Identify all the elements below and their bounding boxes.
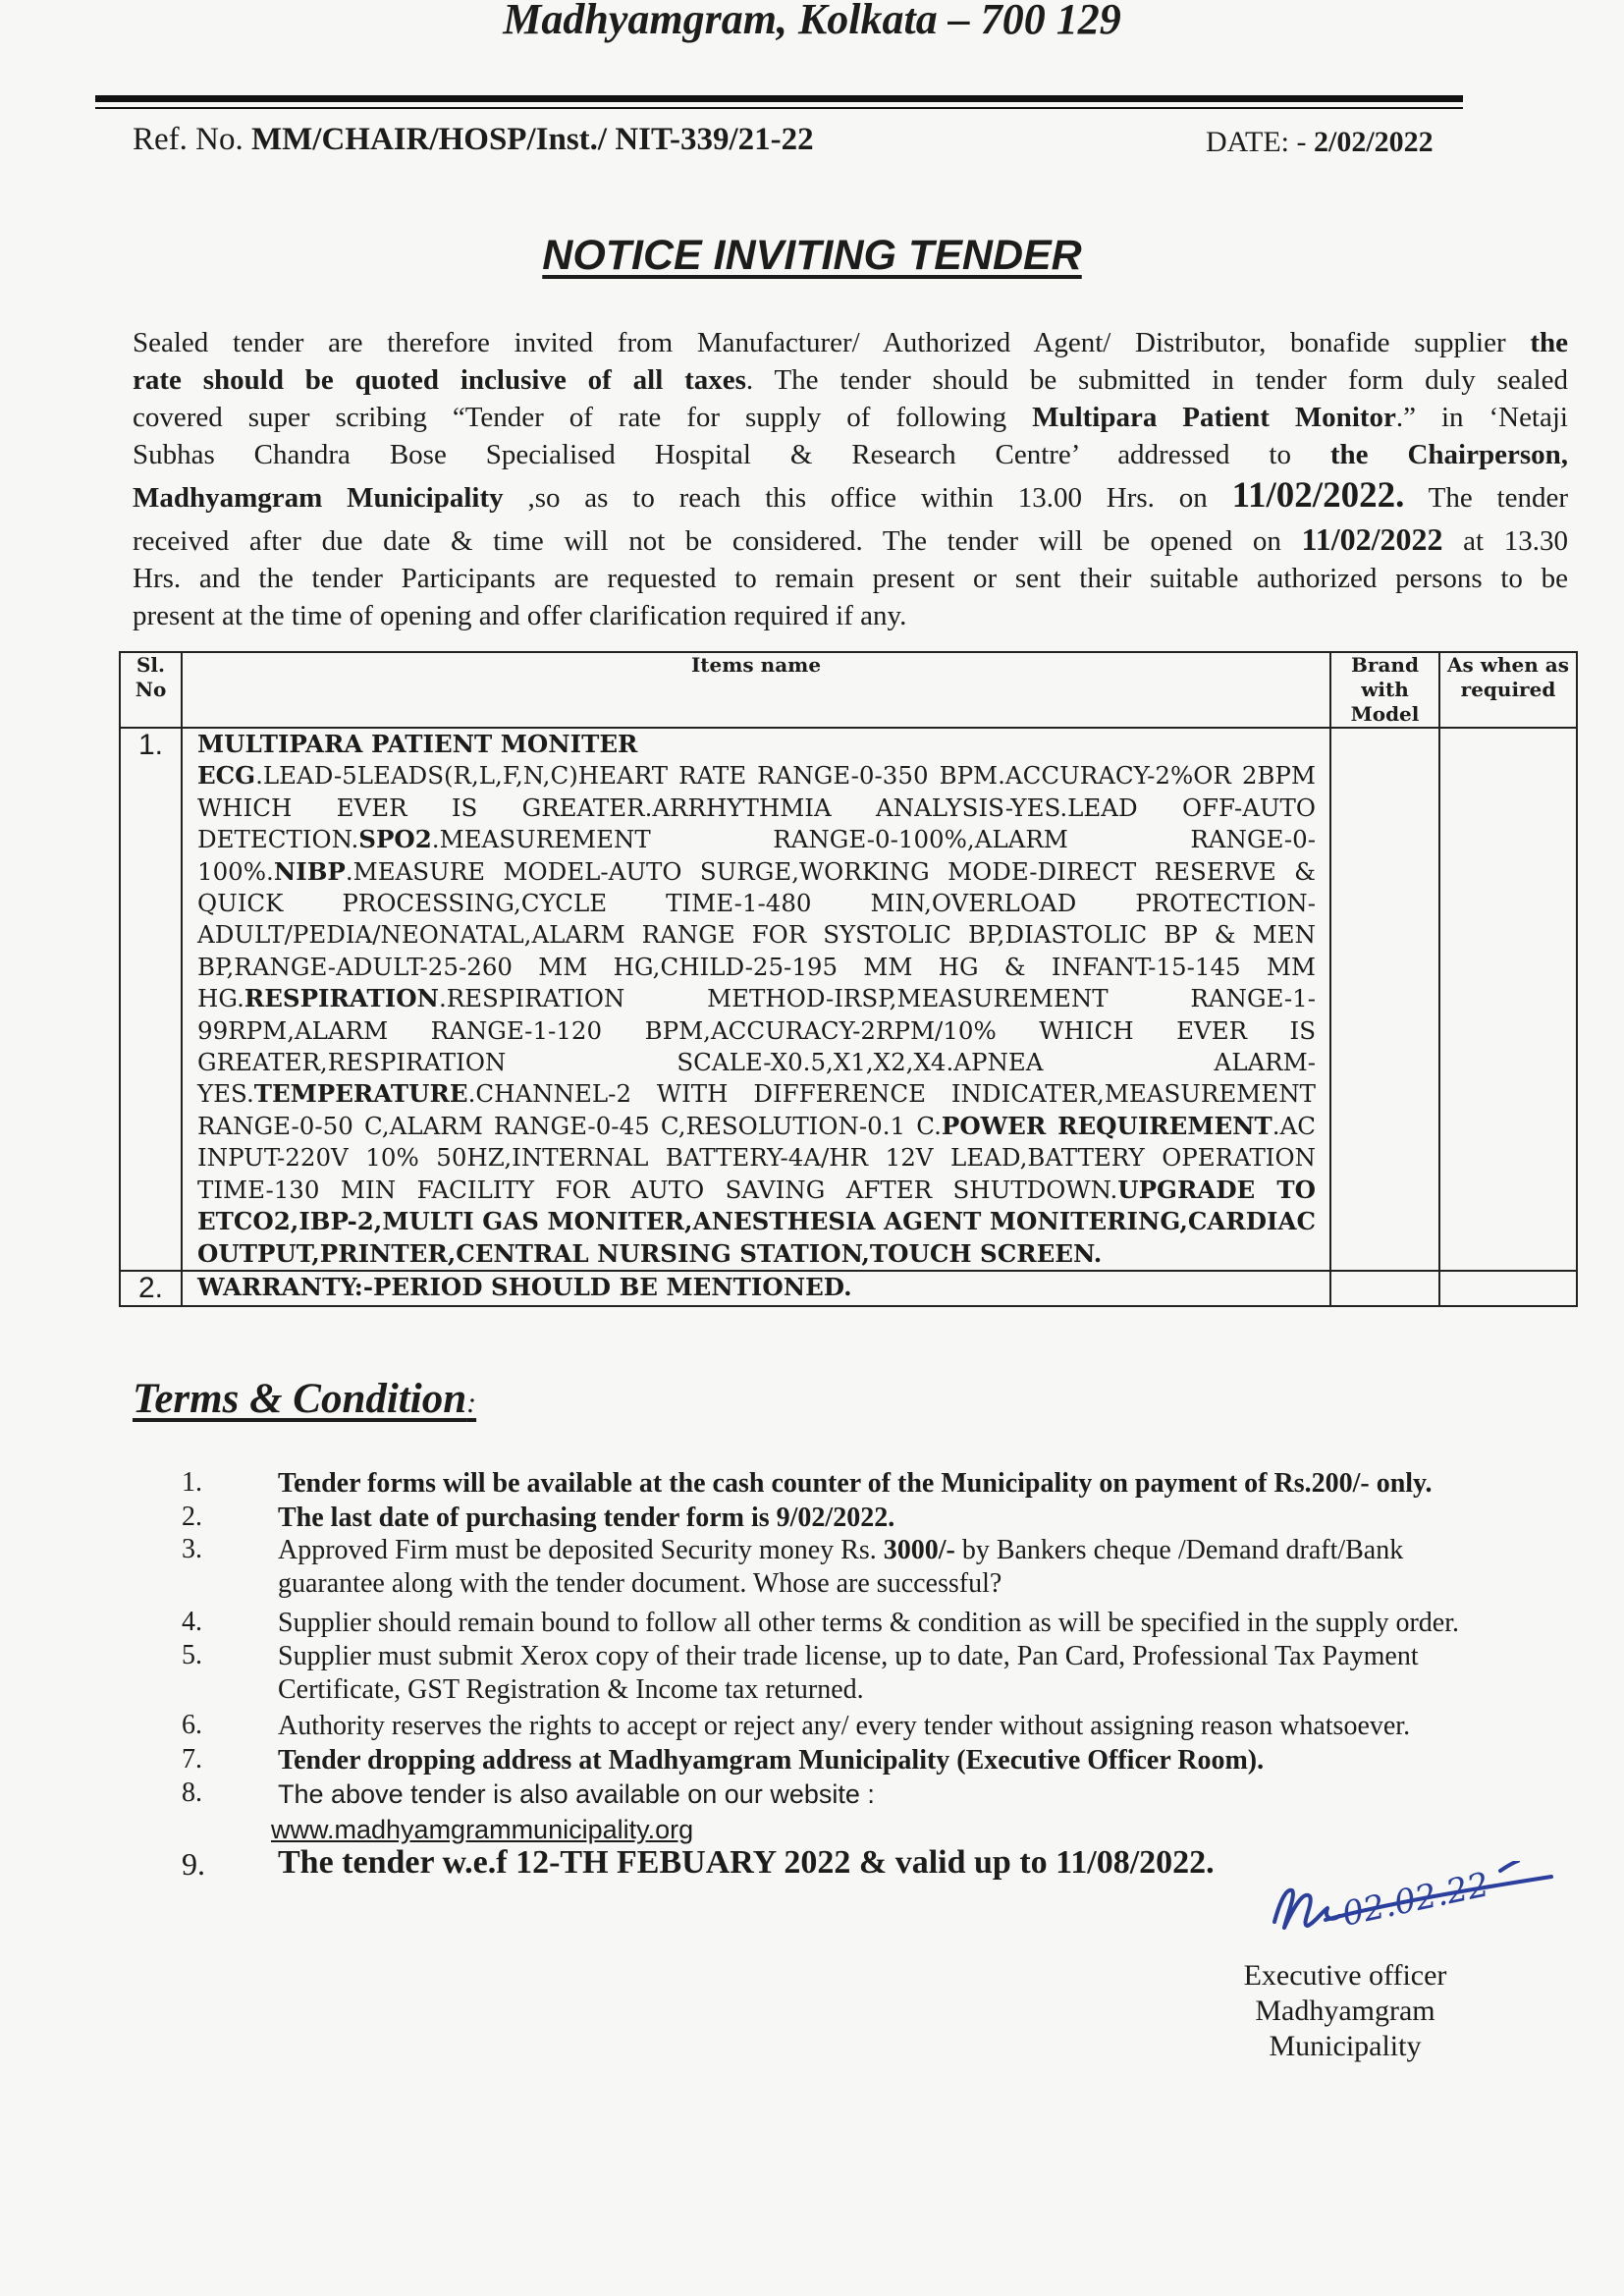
row-item-description [182,728,1330,1271]
body-line: Hrs. and the tender Participants are requested to remain present or sent their suitable authorized persons to be [133,563,1568,594]
signature-date: 02.02.22 [1338,1865,1492,1935]
row-sl-no: 2. [120,1271,182,1306]
ref-no-value: MM/CHAIR/HOSP/Inst./ NIT-339/21-22 [250,122,814,157]
municipality-address: Madhyamgram, Kolkata – 700 129 [503,0,1121,43]
row-brand-cell [1330,728,1439,1271]
term-text: Supplier must submit Xerox copy of their trade license, up to date, Pan Card, Professional Tax Payment Certificate, GST Registration & Income tax returned. [278,1641,1419,1705]
term-text: Tender dropping address at Madhyamgram Municipality (Executive Officer Room). [278,1745,1265,1776]
body-line: covered super scribing “Tender of rate for supply of following Multipara Patient Monitor.” in ‘Netaji [133,402,1568,433]
date-value: 2/02/2022 [1313,126,1434,158]
body-line: Subhas Chandra Bose Specialised Hospital & Research Centre’ addressed to the Chairperson, [133,439,1568,470]
term-number: 5. [182,1640,202,1670]
row-required-cell [1439,1271,1577,1306]
header-brand-with-model: Brand with Model [1330,652,1439,728]
body-line: present at the time of opening and offer clarification required if any. [133,600,907,631]
body-line: Sealed tender are therefore invited from Manufacturer/ Authorized Agent/ Distributor, bonafide supplier the [133,327,1568,358]
header-as-required: As when as required [1439,652,1577,728]
term-number: 6. [182,1710,202,1740]
term-number: 9. [182,1846,205,1882]
term-text: Approved Firm must be deposited Security money Rs. 3000/- by Bankers cheque /Demand draft/Bank guarantee along with the tender document. Whose are successful? [278,1535,1404,1599]
row-required-cell [1439,728,1577,1271]
handwritten-signature [1267,1861,1561,1969]
body-line: received after due date & time will not be considered. The tender will be opened on 11/02/2022 at 13.30 [133,521,1568,557]
body-line: rate should be quoted inclusive of all taxes. The tender should be submitted in tender form duly sealed [133,364,1568,396]
item-title: WARRANTY:-PERIOD SHOULD BE MENTIONED. [197,1272,852,1301]
item-specification: ECG.LEAD-5LEADS(R,L,F,N,C)HEART RATE RANGE-0-350 BPM.ACCURACY-2%OR 2BPM WHICH EVER IS GREATER.ARRHYTHMIA ANALYSIS-YES.LEAD OFF-AUTO DETECTION.SPO2.MEASUREMENT RANGE-0-100%,ALARM RANGE-0-100%.NIBP.MEASURE MODEL-AUTO SURGE,WORKING MODE-DIRECT RESERVE & QUICK PROCESSING,CYCLE TIME-1-480 MIN,OVERLOAD PROTECTION-ADULT/PEDIA/NEONATAL,ALARM RANGE FOR SYSTOLIC BP,DIASTOLIC BP & MEN BP,RANGE-ADULT-25-260 MM HG,CHILD-25-195 MM HG & INFANT-15-145 MM HG.RESPIRATION.RESPIRATION METHOD-IRSP,MEASUREMENT RANGE-1-99RPM,ALARM RANGE-1-120 BPM,ACCURACY-2RPM/10% WHICH EVER IS GREATER,RESPIRATION SCALE-X0.5,X1,X2,X4.APNEA ALARM-YES.TEMPERATURE.CHANNEL-2 WITH DIFFERENCE INDICATER,MEASUREMENT RANGE-0-50 C,ALARM RANGE-0-45 C,RESOLUTION-0.1 C.POWER REQUIREMENT.AC INPUT-220V 10% 50HZ,INTERNAL BATTERY-4A/HR 12V LEAD,BATTERY OPERATION TIME-130 MIN FACILITY FOR AUTO SAVING AFTER SHUTDOWN.UPGRADE TO ETCO2,IBP-2,MULTI GAS MONITER,ANESTHESIA AGENT MONITERING,CARDIAC OUTPUT,PRINTER,CENTRAL NURSING STATION,TOUCH SCREEN. [197,761,1316,1268]
header-rule-thin [95,107,1463,109]
table-header-row [120,652,1577,728]
term-text: The tender w.e.f 12-TH FEBUARY 2022 & valid up to 11/08/2022. [278,1844,1215,1881]
notice-body [133,324,1568,634]
term-number: 8. [182,1777,202,1808]
items-table [119,651,1578,1307]
row-item-description [182,1271,1330,1306]
header-sl-no: Sl. No [120,652,182,728]
signatory-block [1178,1958,1512,2064]
body-line: Madhyamgram Municipality ,so as to reach this office within 13.00 Hrs. on 11/02/2022. The tender [133,475,1568,516]
reference-number: Ref. No. MM/CHAIR/HOSP/Inst./ NIT-339/21-22 [133,122,814,157]
website-link[interactable]: www.madhyamgrammunicipality.org [271,1815,694,1844]
table-row [120,728,1577,1271]
notice-date: DATE: - 2/02/2022 [1206,126,1434,158]
terms-heading: Terms & Condition: [133,1376,477,1422]
term-number: 2. [182,1502,202,1532]
term-text: Authority reserves the rights to accept or reject any/ every tender without assigning reason whatsoever. [278,1711,1411,1741]
term-number: 1. [182,1467,202,1498]
header-items-name: Items name [182,652,1330,728]
notice-title: NOTICE INVITING TENDER [542,232,1082,279]
signatory-title: Executive officer [1243,1959,1447,1992]
table-row [120,1271,1577,1306]
item-title: MULTIPARA PATIENT MONITER [197,730,638,758]
term-text: The above tender is also available on our website : [278,1779,875,1809]
term-number: 4. [182,1607,202,1637]
row-brand-cell [1330,1271,1439,1306]
row-sl-no: 1. [120,728,182,1271]
header-rule-thick [95,95,1463,102]
term-number: 3. [182,1534,202,1564]
term-text: Supplier should remain bound to follow all other terms & condition as will be specified in the supply order. [278,1608,1460,1638]
term-text: Tender forms will be available at the cash counter of the Municipality on payment of Rs.200/- only. [278,1468,1433,1499]
term-text: The last date of purchasing tender form is 9/02/2022. [278,1503,895,1533]
term-number: 7. [182,1744,202,1775]
signatory-organization: Madhyamgram Municipality [1255,1995,1435,2062]
